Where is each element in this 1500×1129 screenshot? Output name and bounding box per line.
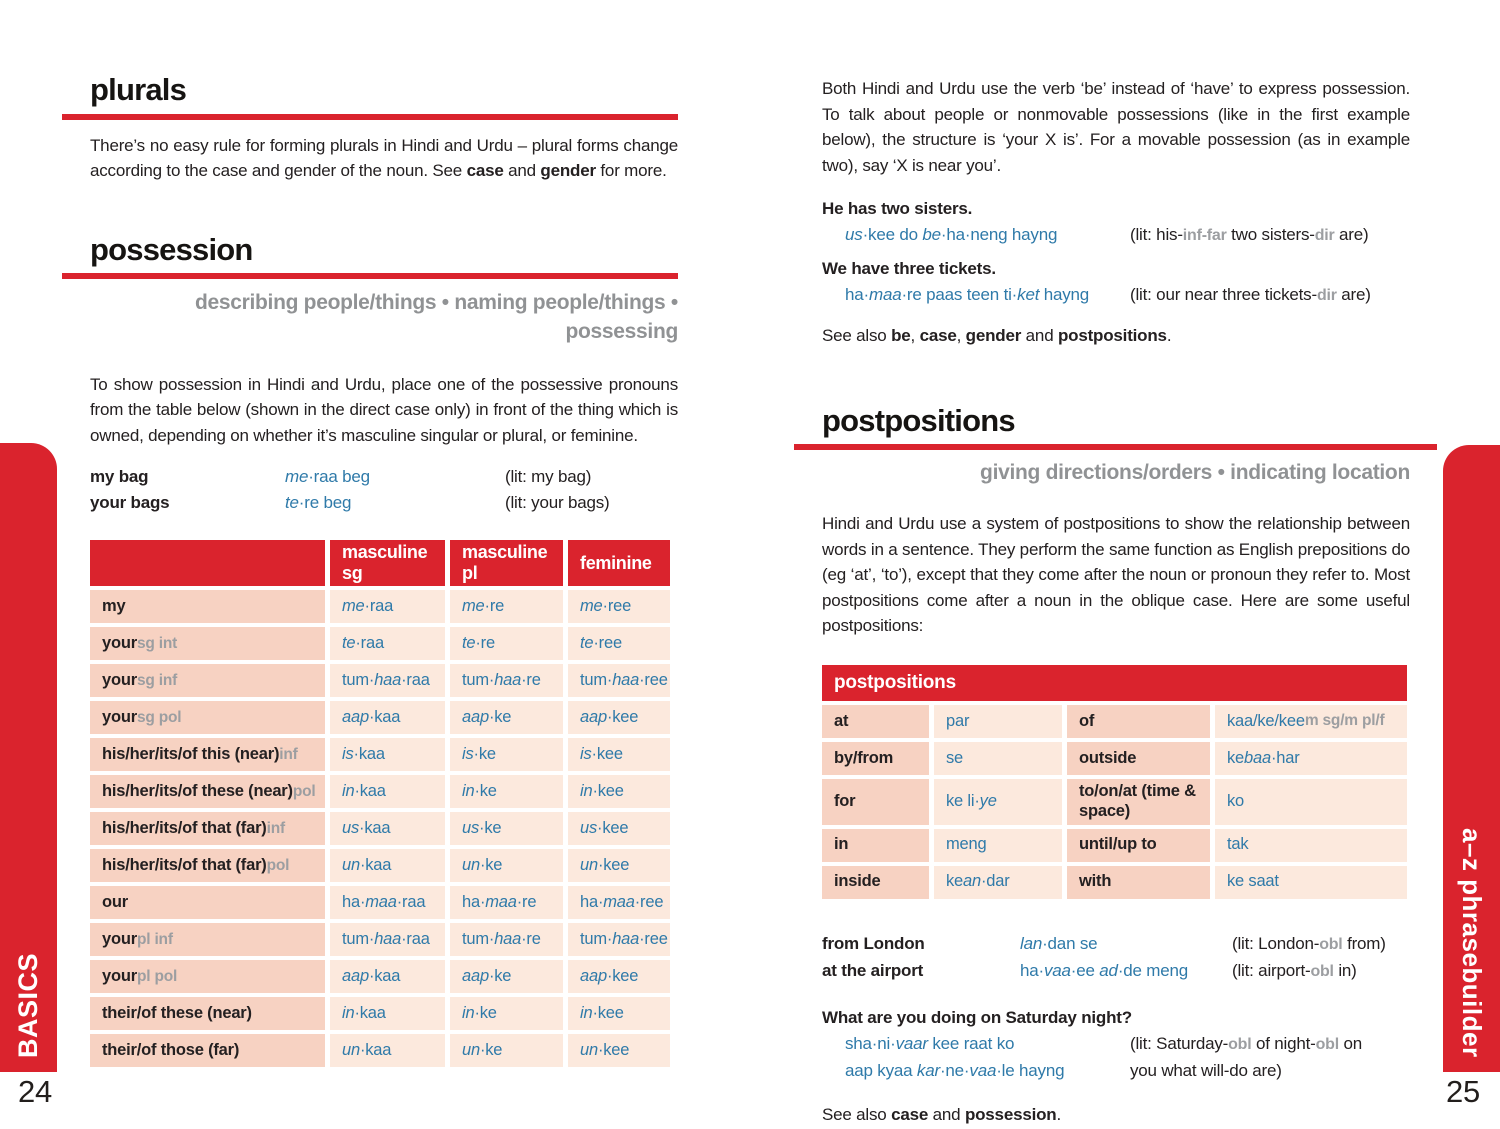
cell-masculine-sg: aap ·kaa [330, 701, 445, 734]
postpositions-rule [794, 444, 1437, 450]
example-english: your bags [90, 493, 170, 513]
table-row [90, 1034, 670, 1067]
example-pronunciation: us·kee do be·ha·neng hayng [845, 225, 1058, 244]
example-literal: (lit: London-obl from) [1232, 933, 1386, 953]
cell-masculine-pl: te ·re [450, 627, 563, 660]
phrasebuilder-tab-text-wrap [1443, 828, 1500, 1058]
pronunciation-cell-1: par [934, 705, 1062, 738]
example-row [822, 958, 1410, 985]
basics-section-tab[interactable] [0, 443, 57, 1072]
example-literal: (lit: our near three tickets-dir are) [1130, 285, 1371, 304]
cell-feminine: te ·ree [568, 627, 670, 660]
row-label: his/her/its/of these (near) pol [90, 775, 325, 808]
example-literal: (lit: your bags) [505, 493, 610, 513]
cell-feminine: tum· haa ·ree [568, 923, 670, 956]
question-literal-line1: (lit: Saturday-obl of night-obl on [1130, 1033, 1363, 1053]
page-number-left: 24 [18, 1074, 53, 1109]
english-cell-1: for [822, 779, 929, 825]
english-cell-2: of [1067, 705, 1210, 738]
english-cell-2: to/on/at (time & space) [1067, 779, 1210, 825]
example-literal: (lit: airport-obl in) [1232, 960, 1357, 980]
row-label: your sg pol [90, 701, 325, 734]
table-row [90, 627, 670, 660]
plurals-heading: plurals [90, 72, 187, 107]
cell-masculine-pl: un ·ke [450, 849, 563, 882]
question-pronunciation-line2: aap kyaa kar·ne·vaa·le hayng [845, 1060, 1065, 1080]
possession-table-body [90, 590, 670, 1067]
possession-subtitle [90, 288, 678, 347]
example-english: my bag [90, 467, 149, 487]
cell-masculine-pl: me ·re [450, 590, 563, 623]
cell-masculine-sg: is ·kaa [330, 738, 445, 771]
example-detail [822, 222, 1410, 249]
possession-rule [62, 273, 678, 279]
cell-masculine-pl: un ·ke [450, 1034, 563, 1067]
example-literal: (lit: his-inf-far two sisters-dir are) [1130, 225, 1369, 244]
cell-feminine: ha· maa ·ree [568, 886, 670, 919]
question-example [822, 1005, 1410, 1084]
example-english: from London [822, 933, 925, 953]
verb-example [822, 196, 1410, 249]
cell-feminine: in ·kee [568, 997, 670, 1030]
example-literal: (lit: my bag) [505, 467, 592, 487]
table-row [90, 664, 670, 697]
right-page [822, 0, 1410, 1127]
phrasebuilder-section-tab[interactable] [1443, 445, 1500, 1072]
example-detail [822, 282, 1410, 309]
cell-feminine: tum· haa ·ree [568, 664, 670, 697]
cell-masculine-pl: tum· haa ·re [450, 923, 563, 956]
cell-masculine-sg: aap ·kaa [330, 960, 445, 993]
example-pronunciation: me·raa beg [285, 467, 370, 487]
row-label: our [90, 886, 325, 919]
table-row [822, 742, 1407, 775]
basics-tab-text-wrap [0, 953, 57, 1058]
cell-feminine: me ·ree [568, 590, 670, 623]
cell-feminine: us ·kee [568, 812, 670, 845]
cell-feminine: aap ·kee [568, 701, 670, 734]
possession-table [90, 540, 670, 1067]
table-row [822, 779, 1407, 825]
postpositions-table [822, 665, 1407, 899]
english-cell-2: outside [1067, 742, 1210, 775]
cell-masculine-pl: in ·ke [450, 997, 563, 1030]
row-label: your sg int [90, 627, 325, 660]
cell-masculine-pl: in ·ke [450, 775, 563, 808]
postpositions-heading: postpositions [822, 402, 1015, 438]
question-literal-line2: you what will-do are) [1130, 1060, 1282, 1080]
table-row [90, 812, 670, 845]
basics-tab-label: BASICS [13, 952, 43, 1058]
cell-masculine-pl: is ·ke [450, 738, 563, 771]
possession-subtitle-line2: possessing [565, 320, 678, 344]
verb-example [822, 256, 1410, 309]
example-row [90, 490, 678, 516]
english-cell-2: until/up to [1067, 829, 1210, 862]
row-label: your pl pol [90, 960, 325, 993]
pronunciation-cell-2: ke baa ·har [1215, 742, 1407, 775]
question-detail [822, 1031, 1410, 1084]
cell-masculine-sg: tum· haa ·raa [330, 923, 445, 956]
plurals-body: There’s no easy rule for forming plurals in Hindi and Urdu – plural forms change according to the case and gender of the noun. See case and gender for more. [90, 135, 678, 181]
phrasebuilder-tab-label: a–z phrasebuilder [1457, 828, 1487, 1058]
cell-feminine: aap ·kee [568, 960, 670, 993]
verb-examples [822, 196, 1410, 309]
table-row [90, 960, 670, 993]
cell-masculine-pl: ha· maa ·re [450, 886, 563, 919]
row-label: their/of these (near) [90, 997, 325, 1030]
cell-feminine: un ·kee [568, 1034, 670, 1067]
possession-subtitle-line1: describing people/things • naming people/things • [194, 291, 678, 315]
header-cell-masculine-sg: masculine sg [330, 540, 445, 586]
row-label: his/her/its/of this (near) inf [90, 738, 325, 771]
row-label: his/her/its/of that (far) pol [90, 849, 325, 882]
cell-masculine-pl: tum· haa ·re [450, 664, 563, 697]
english-cell-1: by/from [822, 742, 929, 775]
example-english: He has two sisters. [822, 199, 973, 218]
cell-masculine-sg: us ·kaa [330, 812, 445, 845]
left-page [90, 0, 678, 1067]
question-pronunciation-line1: sha·ni·vaar kee raat ko [845, 1033, 1015, 1053]
possession-table-header [90, 540, 670, 586]
see-also-possession: See also be, case, gender and postpositions. [822, 326, 1172, 345]
cell-feminine: is ·kee [568, 738, 670, 771]
example-row [90, 464, 678, 490]
question-english: What are you doing on Saturday night? [822, 1007, 1132, 1027]
plurals-rule [62, 114, 678, 120]
table-row [90, 923, 670, 956]
cell-masculine-sg: te ·raa [330, 627, 445, 660]
location-examples [822, 931, 1410, 985]
table-row [90, 886, 670, 919]
header-cell-masculine-pl: masculine pl [450, 540, 563, 586]
table-row [90, 701, 670, 734]
row-label: your sg inf [90, 664, 325, 697]
pronunciation-cell-1: ke li· ye [934, 779, 1062, 825]
postpositions-table-title: postpositions [822, 665, 1407, 701]
table-row [822, 866, 1407, 899]
cell-masculine-sg: ha· maa ·raa [330, 886, 445, 919]
cell-feminine: un ·kee [568, 849, 670, 882]
pronunciation-cell-2: ke saat [1215, 866, 1407, 899]
example-pronunciation: te·re beg [285, 493, 352, 513]
table-row [90, 590, 670, 623]
see-also-case: See also case and possession. [822, 1104, 1062, 1124]
example-pronunciation: lan·dan se [1020, 933, 1098, 953]
row-label: his/her/its/of that (far) inf [90, 812, 325, 845]
cell-masculine-pl: us ·ke [450, 812, 563, 845]
table-row [90, 738, 670, 771]
possession-intro: Both Hindi and Urdu use the verb ‘be’ instead of ‘have’ to express possession. To talk about people or nonmovable possessions (like in the first example below), the structure is ‘your X is’. For a movable possession (as in example two), say ‘X is near you’. [822, 79, 1410, 175]
cell-masculine-sg: me ·raa [330, 590, 445, 623]
postpositions-body: Hindi and Urdu use a system of postpositions to show the relationship between words in a sentence. They perform the same function as English prepositions do (eg ‘at’, ‘to’), except that they come after the noun or pronoun they refer to. Most postpositions come after a noun in the oblique case. Here are some useful postpositions: [822, 514, 1410, 636]
postpositions-table-body [822, 705, 1407, 899]
pronunciation-cell-2: ko [1215, 779, 1407, 825]
example-pronunciation: ha·maa·re paas teen ti·ket hayng [845, 285, 1090, 304]
possession-examples [90, 464, 678, 516]
table-row [90, 849, 670, 882]
row-label: their/of those (far) [90, 1034, 325, 1067]
row-label: my [90, 590, 325, 623]
example-pronunciation: ha·vaa·ee ad·de meng [1020, 960, 1189, 980]
table-row [822, 705, 1407, 738]
cell-masculine-sg: in ·kaa [330, 775, 445, 808]
header-cell-feminine: feminine [568, 540, 670, 586]
postpositions-subtitle: giving directions/orders • indicating location [980, 461, 1410, 485]
header-cell-empty [90, 540, 325, 586]
pronunciation-cell-1: se [934, 742, 1062, 775]
row-label: your pl inf [90, 923, 325, 956]
table-row [822, 829, 1407, 862]
example-english: at the airport [822, 960, 924, 980]
english-cell-1: at [822, 705, 929, 738]
possession-body: To show possession in Hindi and Urdu, place one of the possessive pronouns from the table below (shown in the direct case only) in front of the thing which is owned, depending on whether it’s masculine singular or plural, or feminine. [90, 374, 678, 445]
pronunciation-cell-1: ke an ·dar [934, 866, 1062, 899]
table-row [90, 997, 670, 1030]
example-english: We have three tickets. [822, 259, 996, 278]
cell-masculine-sg: in ·kaa [330, 997, 445, 1030]
cell-masculine-pl: aap ·ke [450, 701, 563, 734]
cell-masculine-pl: aap ·ke [450, 960, 563, 993]
pronunciation-cell-2: kaa/ke/kee m sg/m pl/f [1215, 705, 1407, 738]
pronunciation-cell-2: tak [1215, 829, 1407, 862]
example-row [822, 931, 1410, 958]
cell-masculine-sg: un ·kaa [330, 1034, 445, 1067]
cell-feminine: in ·kee [568, 775, 670, 808]
page-number-right: 25 [1446, 1074, 1481, 1109]
english-cell-2: with [1067, 866, 1210, 899]
pronunciation-cell-1: meng [934, 829, 1062, 862]
cell-masculine-sg: un ·kaa [330, 849, 445, 882]
english-cell-1: inside [822, 866, 929, 899]
possession-heading: possession [90, 231, 253, 267]
cell-masculine-sg: tum· haa ·raa [330, 664, 445, 697]
english-cell-1: in [822, 829, 929, 862]
table-row [90, 775, 670, 808]
